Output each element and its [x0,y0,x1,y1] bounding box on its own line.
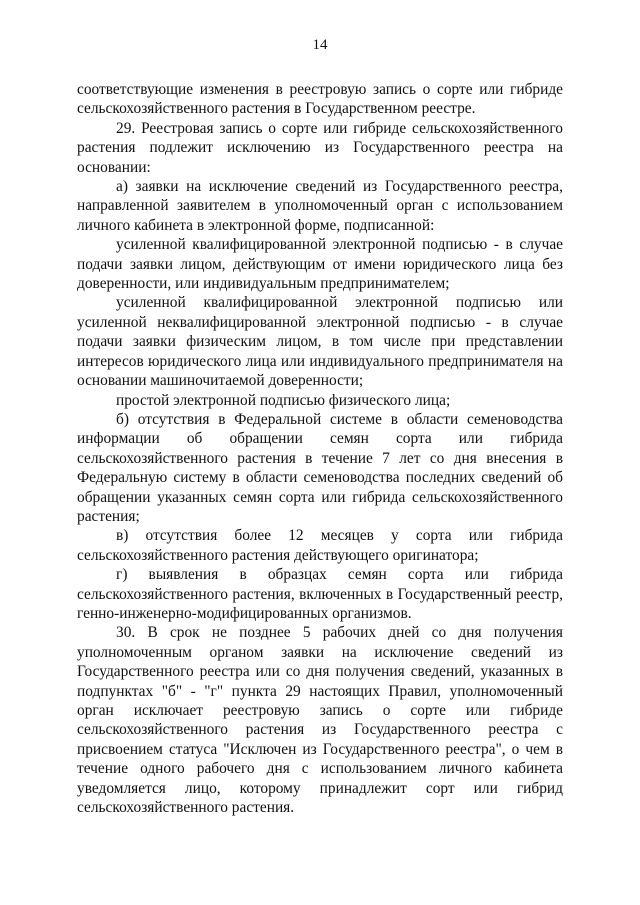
paragraph-29-g: г) выявления в образцах семян сорта или гибрида сельскохозяйственного растения, включенных в Государственный реестр, генно-инженерно-модифицированных организмов. [77,566,563,622]
page-number: 14 [312,37,328,53]
paragraph-continuation: соответствующие изменения в реестровую запись о сорте или гибриде сельскохозяйственного растения в Государственном реестре. [77,81,563,118]
paragraph-29-a-unqualified-signature: усиленной квалифицированной электронной подписью или усиленной неквалифицированной электронной подписью - в случае подачи заявки физическим лицом, в том числе при представлении интересов юридического лица или индивидуального предпринимателя на основании машиночитаемой доверенности; [77,294,563,390]
paragraph-29-v: в) отсутствия более 12 месяцев у сорта или гибрида сельскохозяйственного растения действующего оригинатора; [77,527,563,564]
document-body [77,80,563,817]
paragraph-29-b: б) отсутствия в Федеральной системе в области семеноводства информации об обращении семян сорта или гибрида сельскохозяйственного растения в течение 7 лет со дня внесения в Федеральную систему в области семеноводства последних сведений об обращении указанных семян сорта или гибрида сельскохозяйственного растения; [77,410,563,525]
paragraph-29-a-qualified-signature: усиленной квалифицированной электронной подписью - в случае подачи заявки лицом, действующим от имени юридического лица без доверенности, или индивидуальным предпринимателем; [77,236,563,293]
paragraph-29-a-simple-signature: простой электронной подписью физического лица; [116,391,451,409]
paragraph-29: 29. Реестровая запись о сорте или гибриде сельскохозяйственного растения подлежит исключению из Государственного реестра на основании: [77,119,563,176]
paragraph-29-a: а) заявки на исключение сведений из Государственного реестра, направленной заявителем в уполномоченный орган с использованием личного кабинета в электронной форме, подписанной: [77,178,563,234]
paragraph-30: 30. В срок не позднее 5 рабочих дней со дня получения уполномоченным органом заявки на исключение сведений из Государственного реестра или со дня получения сведений, указанных в подпунктах "б" - "г" пункта 29 настоящих Правил, уполномоченный орган исключает реестровую запись о сорте или гибриде сельскохозяйственного растения из Государственного реестра с присвоением статуса "Исключен из Государственного реестра", о чем в течение одного рабочего дня с использованием личного кабинета уведомляется лицо, которому принадлежит сорт или гибрид сельскохозяйственного растения. [77,624,563,817]
